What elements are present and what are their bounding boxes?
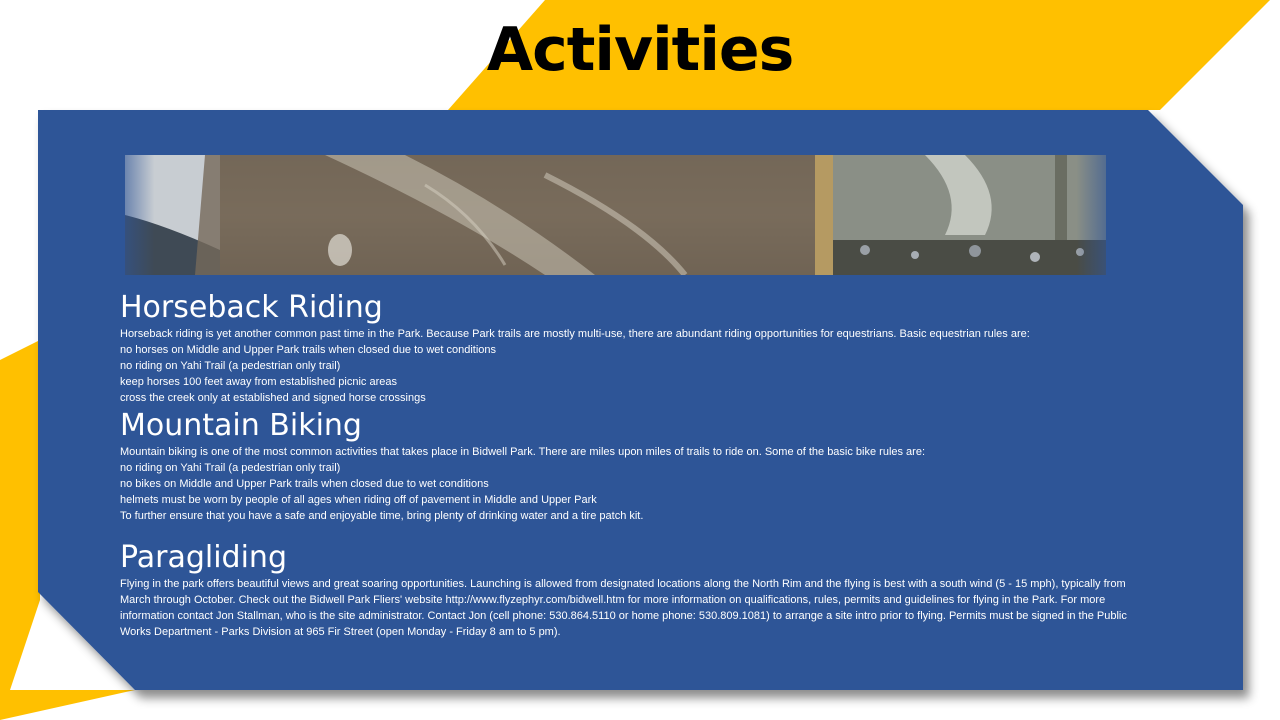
heading-horseback-riding: Horseback Riding — [120, 290, 383, 325]
landscape-photo-icon — [125, 155, 1106, 275]
heading-paragliding: Paragliding — [120, 540, 287, 575]
section-mountain-biking — [120, 408, 1150, 524]
slide-title: Activities — [486, 15, 794, 85]
accent-band-left — [0, 340, 40, 720]
biking-rule: To further ensure that you have a safe and enjoyable time, bring plenty of drinking water and a tire patch kit. — [120, 510, 644, 522]
biking-rule: no riding on Yahi Trail (a pedestrian only trail) — [120, 462, 341, 474]
biking-rule: helmets must be worn by people of all ages when riding off of pavement in Middle and Upper Park — [120, 494, 597, 506]
accent-band-bottom — [0, 690, 135, 720]
section-horseback-riding — [120, 290, 1150, 406]
horseback-rule: keep horses 100 feet away from established picnic areas — [120, 376, 397, 388]
section-paragliding — [120, 540, 1150, 640]
biking-rule: no bikes on Middle and Upper Park trails when closed due to wet conditions — [120, 478, 489, 490]
horseback-rule: no riding on Yahi Trail (a pedestrian only trail) — [120, 360, 341, 372]
biking-intro: Mountain biking is one of the most common activities that takes place in Bidwell Park. There are miles upon miles of trails to ride on. Some of the basic bike rules are: — [120, 446, 926, 458]
horseback-rule: no horses on Middle and Upper Park trails when closed due to wet conditions — [120, 344, 497, 356]
heading-mountain-biking: Mountain Biking — [120, 408, 362, 443]
content-area — [120, 290, 1150, 640]
horseback-intro: Horseback riding is yet another common past time in the Park. Because Park trails are mostly multi-use, there are abundant riding opportunities for equestrians. Basic equestrian rules are: — [120, 328, 1030, 340]
horseback-rule: cross the creek only at established and signed horse crossings — [120, 392, 426, 404]
paragliding-text: Flying in the park offers beautiful views and great soaring opportunities. Launching is allowed from designated locations along the North Rim and the flying is best with a south wind (5 - 15 mph), typically from March through October. Check out the Bidwell Park Fliers' website http://www.flyzephyr.com/bidwell.htm for more information on qualifications, rules, permits and guidelines for flying in the Park. For more information contact Jon Stallman, who is the site administrator. Contact Jon (cell phone: 530.864.5110 or home phone: 530.809.1081) to arrange a site intro prior to flying. Permits must be signed in the Public Works Department - Parks Division at 965 Fir Street (open Monday - Friday 8 am to 5 pm). — [120, 578, 1127, 638]
